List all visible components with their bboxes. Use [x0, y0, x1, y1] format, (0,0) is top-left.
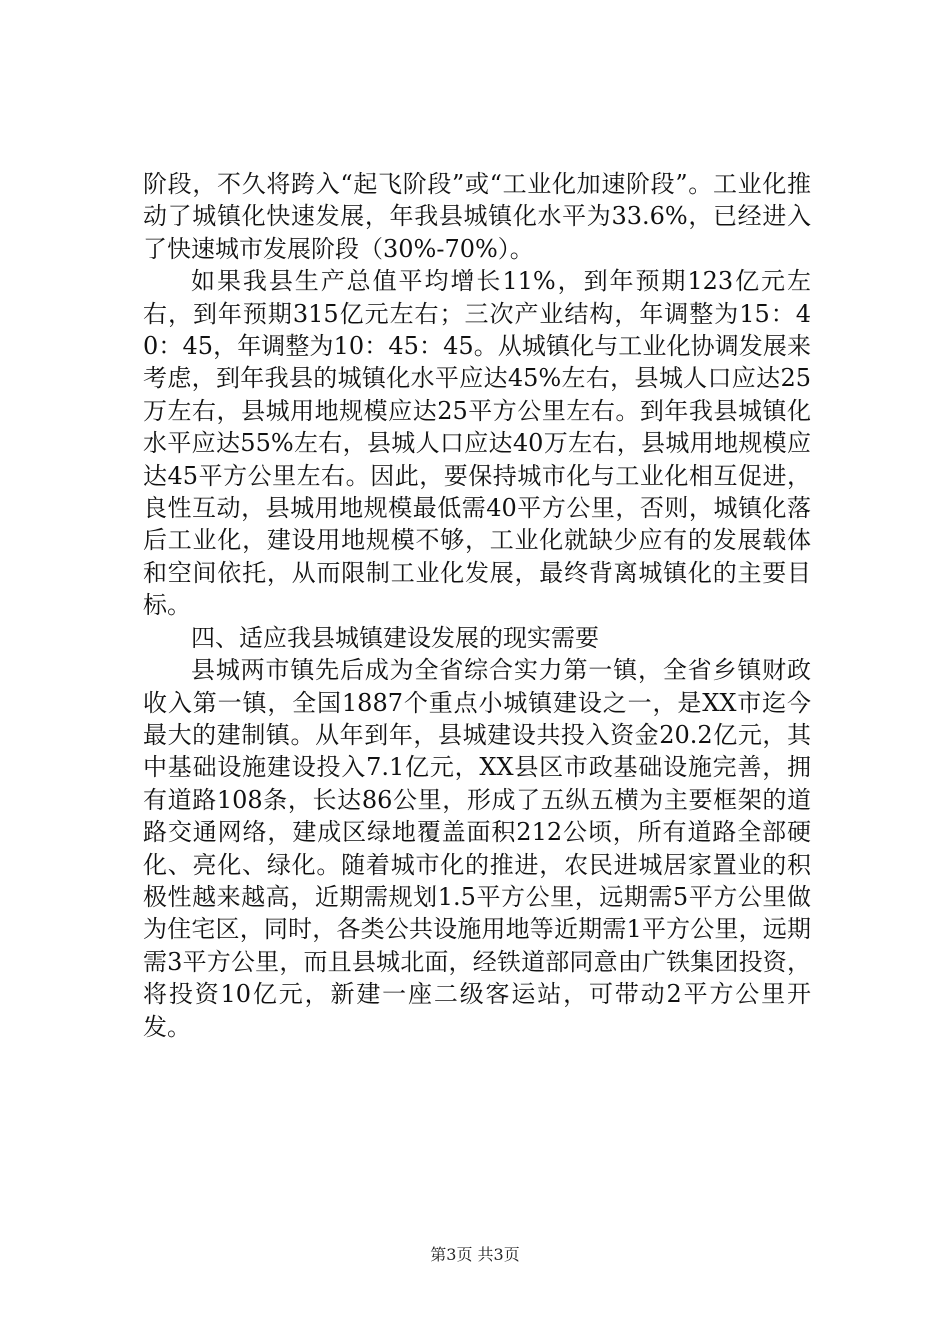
- paragraph-2: 如果我县生产总值平均增长11%，到年预期123亿元左右，到年预期315亿元左右；三次产业结构，年调整为15：40：45，年调整为10：45：45。从城镇化与工业化协调发展来考虑，到年我县的城镇化水平应达45%左右，县城人口应达25万左右，县城用地规模应达25平方公里左右。到年我县城镇化水平应达55%左右，县城人口应达40万左右，县城用地规模应达45平方公里左右。因此，要保持城市化与工业化相互促进，良性互动，县城用地规模最低需40平方公里，否则，城镇化落后工业化，建设用地规模不够，工业化就缺少应有的发展载体和空间依托，从而限制工业化发展，最终背离城镇化的主要目标。: [143, 267, 811, 620]
- paragraph-3: 县城两市镇先后成为全省综合实力第一镇，全省乡镇财政收入第一镇，全国1887个重点小城镇建设之一，是XX市迄今最大的建制镇。从年到年，县城建设共投入资金20.2亿元，其中基础设施建设投入7.1亿元，XX县区市政基础设施完善，拥有道路108条，长达86公里，形成了五纵五横为主要框架的道路交通网络，建成区绿地覆盖面积212公顷，所有道路全部硬化、亮化、绿化。随着城市化的推进，农民进城居家置业的积极性越来越高，近期需规划1.5平方公里，远期需5平方公里做为住宅区，同时，各类公共设施用地等近期需1平方公里，远期需3平方公里，而且县城北面，经铁道部同意由广铁集团投资，将投资10亿元，新建一座二级客运站，可带动2平方公里开发。: [143, 656, 811, 1041]
- paragraph-1: 阶段，不久将跨入“起飞阶段”或“工业化加速阶段”。工业化推动了城镇化快速发展，年我县城镇化水平为33.6%，已经进入了快速城市发展阶段（30%-70%）。: [143, 170, 811, 263]
- document-body: [143, 168, 811, 1043]
- section-heading: 四、适应我县城镇建设发展的现实需要: [191, 623, 599, 652]
- page-number-footer: 第3页 共3页: [430, 1245, 520, 1264]
